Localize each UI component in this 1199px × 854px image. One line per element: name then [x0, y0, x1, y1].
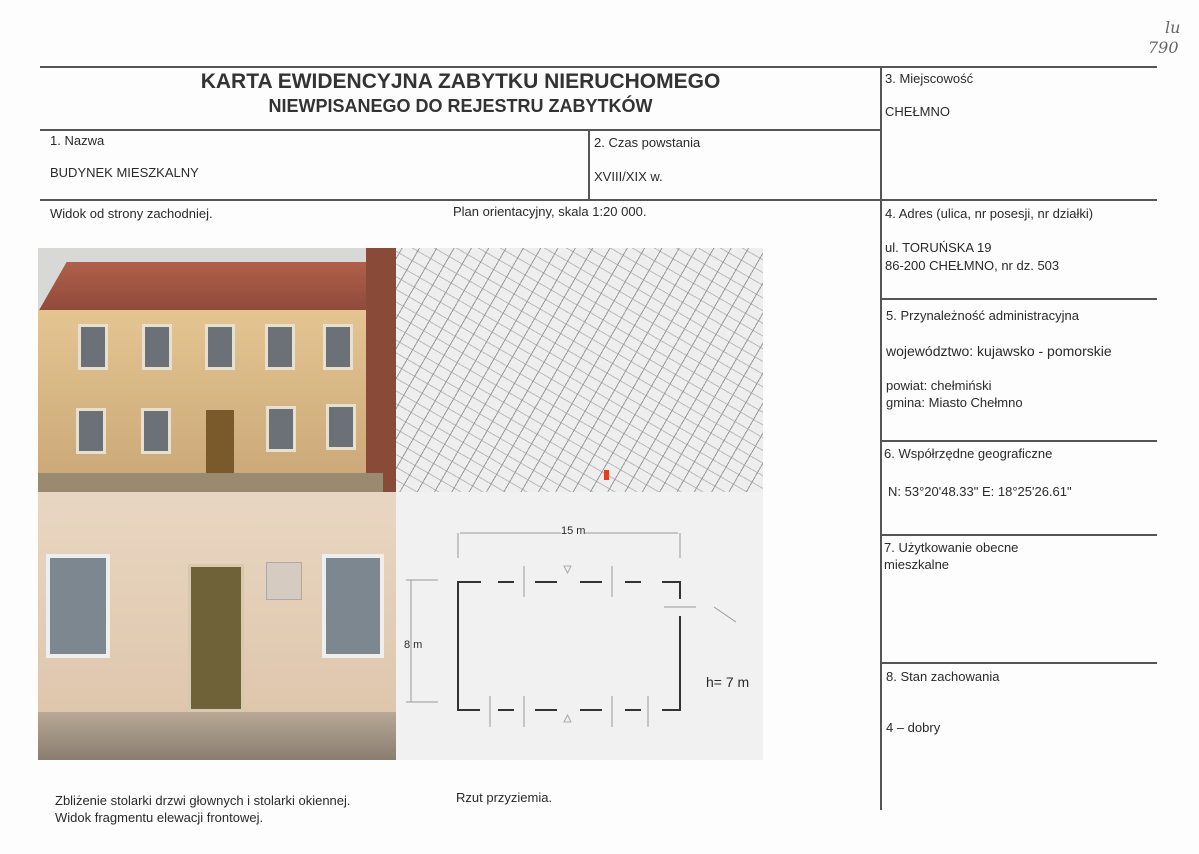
gmina: gmina: Miasto Chełmno — [886, 395, 1023, 410]
plan-height-label: h= 7 m — [706, 674, 750, 690]
ground-floor-plan — [396, 492, 763, 760]
divider — [40, 199, 1157, 201]
uzytkowanie-value: mieszkalne — [884, 557, 950, 572]
plan-width-label: 15 m — [561, 525, 586, 537]
divider — [881, 298, 1157, 300]
caption-photo-top: Widok od strony zachodniej. — [50, 206, 213, 221]
caption-plan: Rzut przyziemia. — [456, 790, 553, 805]
card-title: KARTA EWIDENCYJNA ZABYTKU NIERUCHOMEGO — [200, 70, 721, 93]
stan-value: 4 – dobry — [886, 720, 941, 735]
czas-value: XVIII/XIX w. — [594, 169, 663, 184]
orientation-map — [396, 248, 763, 492]
divider — [881, 662, 1157, 664]
adres-label: 4. Adres (ulica, nr posesji, nr działki) — [885, 206, 1094, 221]
powiat: powiat: chełmiński — [886, 378, 992, 393]
caption-photo-bottom-2: Widok fragmentu elewacji frontowej. — [55, 810, 264, 825]
miejscowosc-label: 3. Miejscowość — [885, 71, 974, 86]
adres-line1: ul. TORUŃSKA 19 — [885, 240, 992, 255]
plan-depth-label: 8 m — [404, 639, 423, 651]
wspolrzedne-label: 6. Współrzędne geograficzne — [884, 446, 1053, 461]
uzytkowanie-label: 7. Użytkowanie obecne — [884, 540, 1019, 555]
divider — [40, 66, 1157, 68]
divider — [881, 440, 1157, 442]
wojewodztwo: województwo: kujawsko - pomorskie — [886, 343, 1112, 359]
miejscowosc-value: CHEŁMNO — [885, 104, 951, 119]
nazwa-label: 1. Nazwa — [50, 133, 105, 148]
wspolrzedne-value: N: 53°20'48.33" E: 18°25'26.61" — [888, 484, 1072, 499]
divider — [881, 534, 1157, 536]
divider — [588, 129, 590, 200]
card-subtitle: NIEWPISANEGO DO REJESTRU ZABYTKÓW — [268, 96, 653, 116]
location-marker — [604, 470, 609, 480]
handwritten-note: lu — [1165, 18, 1181, 37]
przynaleznosc-label: 5. Przynależność administracyjna — [886, 308, 1079, 323]
czas-label: 2. Czas powstania — [594, 135, 701, 150]
divider — [40, 129, 881, 131]
handwritten-number: 790 — [1148, 38, 1179, 57]
adres-line2: 86-200 CHEŁMNO, nr dz. 503 — [885, 258, 1060, 273]
building-west-photo — [38, 248, 396, 492]
stan-label: 8. Stan zachowania — [886, 669, 1000, 684]
nazwa-value: BUDYNEK MIESZKALNY — [50, 165, 199, 180]
divider — [880, 66, 882, 810]
facade-closeup-photo — [38, 492, 396, 760]
caption-photo-bottom-1: Zbliżenie stolarki drzwi głownych i stolarki okiennej. — [55, 793, 351, 808]
caption-map: Plan orientacyjny, skala 1:20 000. — [453, 204, 647, 219]
